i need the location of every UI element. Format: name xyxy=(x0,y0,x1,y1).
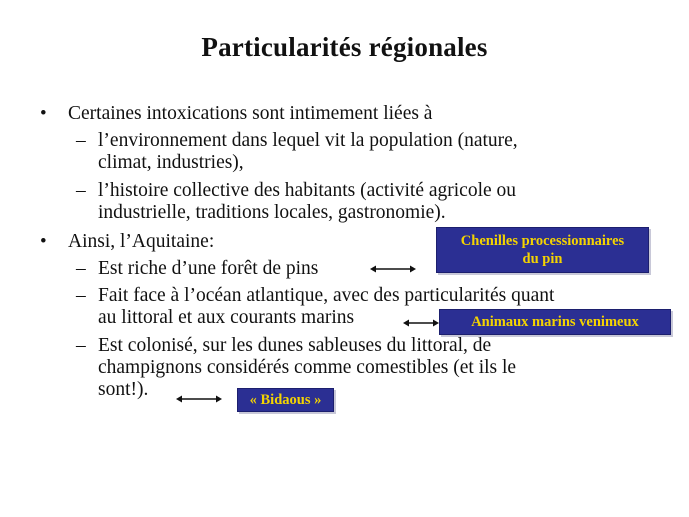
bullet-1-sub-2-line-2: industrielle, traditions locales, gastronomie). xyxy=(98,202,446,223)
bullet-1-sub-1-line-1: l’environnement dans lequel vit la population (nature, xyxy=(98,130,518,151)
callout-bidaous xyxy=(237,388,334,412)
callout-chenilles-line-2: du pin xyxy=(522,251,563,267)
bullet-2-sub-3-line-1: Est colonisé, sur les dunes sableuses du littoral, de xyxy=(98,335,492,356)
bullet-2-text: Ainsi, l’Aquitaine: xyxy=(68,231,215,252)
dash-marker: – xyxy=(76,180,86,201)
dash-marker: – xyxy=(76,285,86,306)
bullet-2-sub-3-line-3: sont!). xyxy=(98,379,149,400)
bullet-1-text: Certaines intoxications sont intimement liées à xyxy=(68,103,433,124)
bullet-marker: • xyxy=(40,103,47,124)
dash-marker: – xyxy=(76,335,86,356)
bullet-2-sub-1-line-1: Est riche d’une forêt de pins xyxy=(98,258,319,279)
callout-bidaous-label: « Bidaous » xyxy=(249,392,322,408)
double-arrow-icon xyxy=(176,394,222,404)
callout-chenilles xyxy=(436,227,649,273)
dash-marker: – xyxy=(76,258,86,279)
callout-animaux-marins xyxy=(439,309,671,335)
double-arrow-icon xyxy=(370,264,416,274)
bullet-2-sub-2-line-1: Fait face à l’océan atlantique, avec des particularités quant xyxy=(98,285,555,306)
bullet-1-sub-2-line-1: l’histoire collective des habitants (activité agricole ou xyxy=(98,180,517,201)
callout-chenilles-line-1: Chenilles processionnaires xyxy=(460,233,625,249)
callout-animaux-marins-label: Animaux marins venimeux xyxy=(471,314,639,330)
double-arrow-icon xyxy=(403,318,439,328)
slide-title: Particularités régionales xyxy=(201,32,488,62)
bullet-2-sub-2-line-2: au littoral et aux courants marins xyxy=(98,307,355,328)
bullet-1-sub-1-line-2: climat, industries), xyxy=(98,152,244,173)
bullet-2-sub-3-line-2: champignons considérés comme comestibles (et ils le xyxy=(98,357,517,378)
bullet-marker: • xyxy=(40,231,47,252)
dash-marker: – xyxy=(76,130,86,151)
